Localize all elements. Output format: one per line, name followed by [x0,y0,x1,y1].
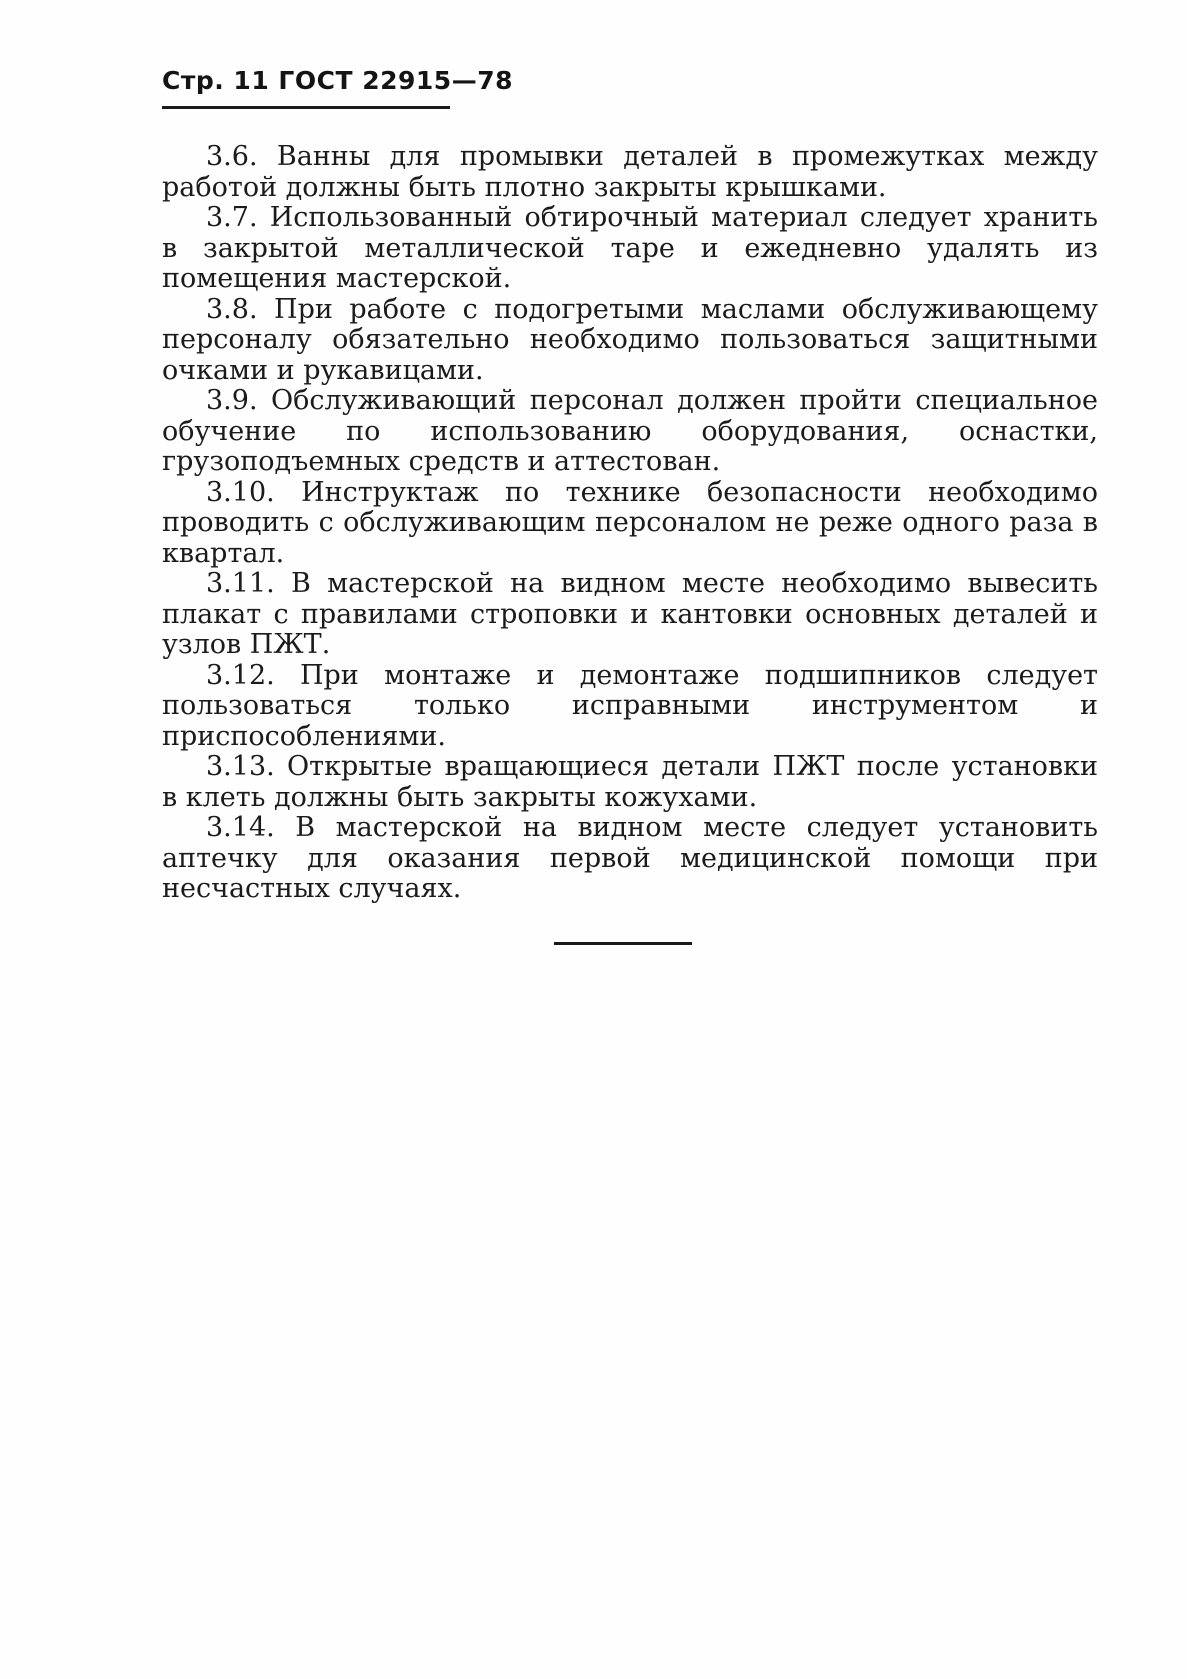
paragraph-3-8: 3.8. При работе с подогретыми маслами обслуживающему персоналу обязательно необходимо пользоваться защитными очками и рукавицами. [162,293,1098,386]
document-body [162,142,1098,905]
paragraph-3-13: 3.13. Открытые вращающиеся детали ПЖТ после установки в клеть должны быть закрыты кожухами. [162,751,1098,813]
end-of-text-rule [554,942,692,945]
paragraph-3-7: 3.7. Использованный обтирочный материал следует хранить в закрытой металлической таре и ежедневно удалять из помещения мастерской. [162,202,1098,294]
paragraph-3-12: 3.12. При монтаже и демонтаже подшипников следует пользоваться только исправными инструментом и приспособлениями. [162,659,1098,752]
paragraph-3-10: 3.10. Инструктаж по технике безопасности необходимо проводить с обслуживающим персоналом не реже одного раза в квартал. [162,476,1098,569]
paragraph-3-9: 3.9. Обслуживающий персонал должен пройти специальное обучение по использованию оборудования, оснастки, грузоподъемных средств и аттестован. [162,385,1098,477]
header-rule [162,106,450,109]
paragraph-3-6: 3.6. Ванны для промывки деталей в промежутках между работой должны быть плотно закрыты крышками. [162,141,1098,203]
paragraph-3-14: 3.14. В мастерской на видном месте следует установить аптечку для оказания первой медицинской помощи при несчастных случаях. [162,812,1098,904]
paragraph-3-11: 3.11. В мастерской на видном месте необходимо вывесить плакат с правилами строповки и кантовки основных деталей и узлов ПЖТ. [162,568,1098,660]
page-header: Стр. 11 ГОСТ 22915—78 [162,66,513,95]
